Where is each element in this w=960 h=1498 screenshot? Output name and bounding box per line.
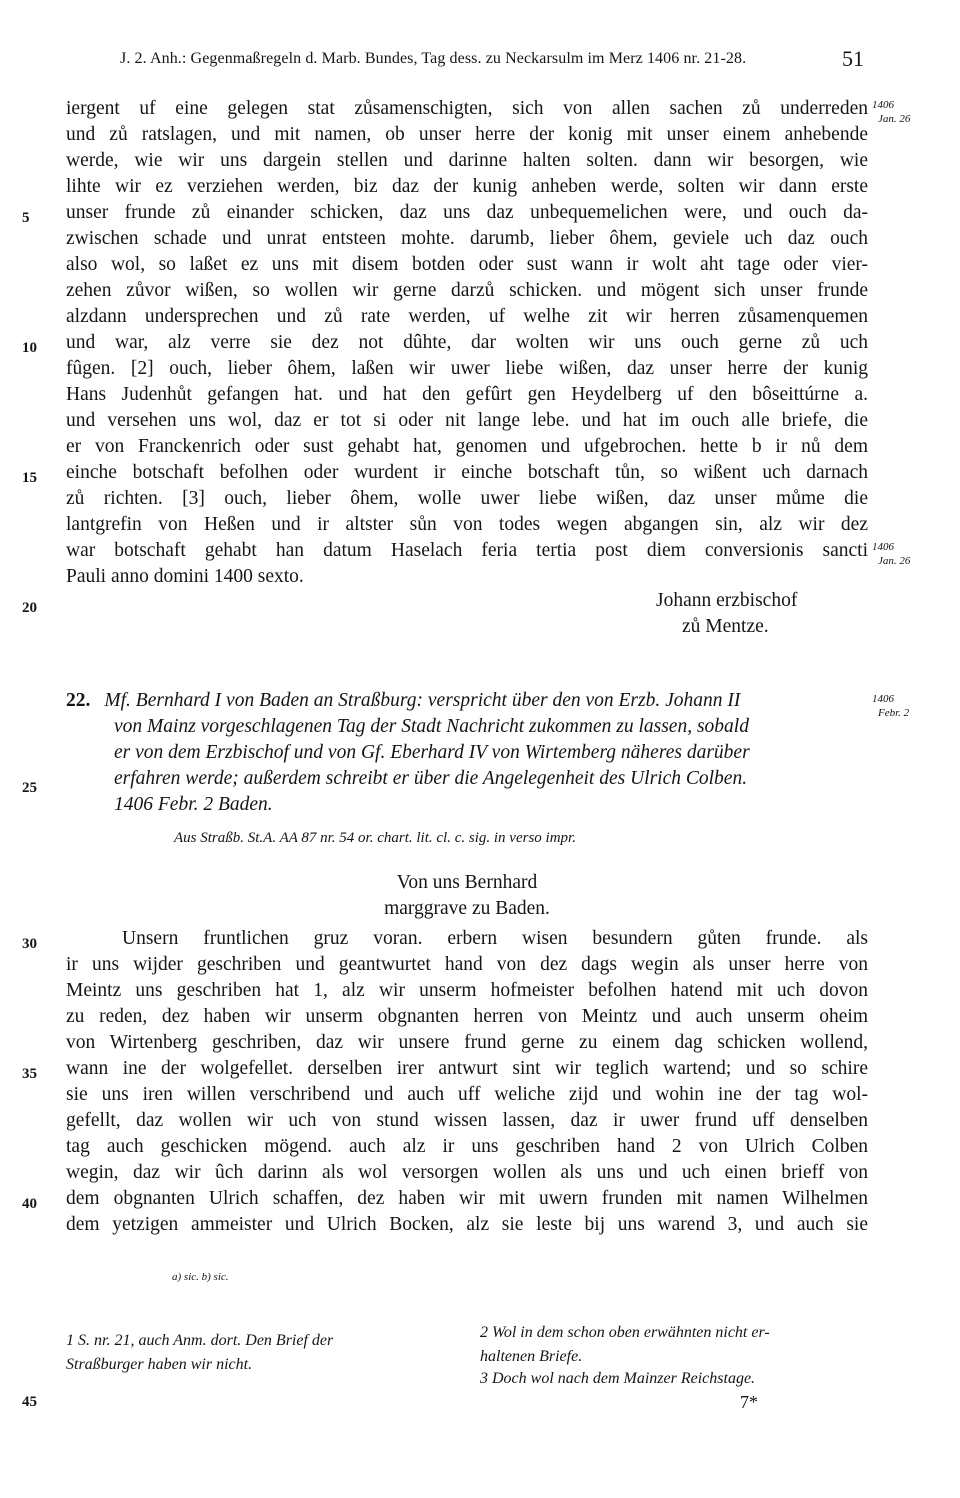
body-line: zů richten. [3] ouch, lieber ôhem, wolle uwer liebe wißen, daz unser můme die: [66, 488, 868, 509]
source-note: Aus Straßb. St.A. AA 87 nr. 54 or. chart. lit. cl. c. sig. in verso impr.: [174, 830, 576, 846]
margin-date: 1406 Jan. 26: [872, 541, 911, 567]
letter-line: von Wirtenberg geschriben, daz wir unsere frund gerne zu einem dag schicken wollend,: [66, 1032, 868, 1053]
letter-line: sie uns iren willen verschribend und auch uff weliche zijd und wohin ine der tag wol-: [66, 1084, 868, 1105]
body-line: lantgrefin von Heßen und ir altster sůn von todes wegen abgangen sin, alz wir dez: [66, 514, 868, 535]
signature-line: Johann erzbischof: [656, 590, 798, 611]
margin-date: 1406 Jan. 26: [872, 99, 911, 125]
body-line: und zů ratslagen, und mit namen, ob unser herre der konig mit unser einem anhebende: [66, 124, 868, 145]
letter-line: Meintz uns geschriben hat 1, alz wir unserm hofmeister befolhen hatend mit uch dovon: [66, 980, 868, 1001]
body-line: und versehen uns wol, daz er tot si oder nit lange lebe. und hat im ouch alle briefe, die: [66, 410, 868, 431]
line-number: 35: [22, 1066, 37, 1082]
letter-line: zu reden, dez haben wir unserm obgnanten herren von Meintz und auch unserm oheim: [66, 1006, 868, 1027]
body-line: Hans Judenhůt gefangen hat. und hat den gefûrt gen Heydelberg uf den bôseittúrne a.: [66, 384, 868, 405]
footnote: Straßburger haben wir nicht.: [66, 1356, 253, 1373]
body-line: zehen zůvor wißen, so wollen wir gerne darzů schicken. und mögent sich unser frunde: [66, 280, 868, 301]
footnote: 2 Wol in dem schon oben erwähnten nicht er-: [480, 1324, 770, 1341]
textual-notes: a) sic. b) sic.: [172, 1271, 229, 1283]
footnote: 3 Doch wol nach dem Mainzer Reichstage.: [480, 1370, 756, 1387]
letter-line: dem obgnanten Ulrich schaffen, dez haben wir mit uwern frunden mit namen Wilhelmen: [66, 1188, 868, 1209]
line-number: 30: [22, 936, 37, 952]
line-number: 45: [22, 1394, 37, 1410]
signature-line: zů Mentze.: [682, 616, 769, 637]
running-header: [0, 46, 960, 76]
line-number: 40: [22, 1196, 37, 1212]
footnote: 1 S. nr. 21, auch Anm. dort. Den Brief der: [66, 1332, 334, 1349]
body-line: und war, alz verre sie dez not dûhte, dar wolten wir uns ouch gerne zů uch: [66, 332, 868, 353]
body-line: einche botschaft befolhen oder wurdent ir einche botschaft tůn, so wißent uch darnach: [66, 462, 868, 483]
line-number: 15: [22, 470, 37, 486]
body-line: iergent uf eine gelegen stat zůsamenschigten, sich von allen sachen zů underreden: [66, 98, 868, 119]
letter-line: gefellt, daz wollen wir uch von stund wissen lassen, daz ir uwer frund uff denselben: [66, 1110, 868, 1131]
salutation: marggrave zu Baden.: [384, 898, 550, 919]
footnote: haltenen Briefe.: [480, 1348, 583, 1365]
body-line: lihte wir ez verziehen werden, biz daz der kunig anheben werde, solten wir dann erste: [66, 176, 868, 197]
body-line: er von Franckenrich oder sust gehabt hat, genomen und ufgebrochen. hette b ir nů dem: [66, 436, 868, 457]
page-number: 51: [842, 46, 864, 71]
letter-line: tag auch geschicken mögend. auch alz ir uns geschriben hand 2 von Ulrich Colben: [66, 1136, 868, 1157]
body-line: war botschaft gehabt han datum Haselach feria tertia post diem conversionis sancti: [66, 540, 868, 561]
letter-line: wann ine der wolgefellet. derselben irer antwurt sint wir teglich wartend; und so schire: [66, 1058, 868, 1079]
letter-line: wegin, daz wir ûch darinn als wol versorgen wollen als uns und uch einen brieff von: [66, 1162, 868, 1183]
line-number: 5: [22, 210, 30, 226]
body-line: werde, wie wir uns dargein stellen und darinne halten solten. dann wir besorgen, wie: [66, 150, 868, 171]
line-number: 10: [22, 340, 37, 356]
body-line: zwischen schade und unrat entsteen mohte. darumb, lieber ôhem, geviele uch daz ouch: [66, 228, 868, 249]
letter-line: ir uns wijder geschriben und geantwurtet hand von dez dags wegin als unser herre von: [66, 954, 868, 975]
margin-date: 1406 Febr. 2: [872, 693, 910, 719]
body-line: alzdann undersprechen und zů rate werden, uf welhe zit wir herren zůsamenquemen: [66, 306, 868, 327]
running-title: J. 2. Anh.: Gegenmaßregeln d. Marb. Bundes, Tag dess. zu Neckarsulm im Merz 1406 nr. 21-28.: [120, 50, 747, 67]
line-number: 25: [22, 780, 37, 796]
salutation: Von uns Bernhard: [396, 872, 538, 893]
body-line: unser frunde zů einander schicken, daz uns daz unbequemelichen were, und ouch da-: [66, 202, 868, 223]
letter-line: dem yetzigen ammeister und Ulrich Bocken, alz sie leste bij uns warend 3, und auch sie: [66, 1214, 868, 1235]
document-title: 22. Mf. Bernhard I von Baden an Straßburg: verspricht über den von Erzb. Johann II von Mainz vorgeschlagenen Tag der Stadt Nachricht zukommen zu lassen, sobald er von dem Erzbischof und von Gf. Eberhard IV von Wirtemberg näheres darüber erfahren werde; außerdem schreibt er über die Angelegenheit des Ulrich Colben. 1406 Febr. 2 Baden.: [66, 690, 750, 815]
letter-line: Unsern fruntlichen gruz voran. erbern wisen besundern gůten frunde. als: [122, 928, 868, 949]
sheet-signature: 7*: [740, 1392, 758, 1412]
body-line: fûgen. [2] ouch, lieber ôhem, laßen wir uwer liebe wißen, daz unser herre der kunig: [66, 358, 868, 379]
document-number: 22.: [66, 690, 91, 711]
body-line: also wol, so laßet ez uns mit disem botden oder sust wann ir wolt aht tage oder vier-: [66, 254, 868, 275]
line-number: 20: [22, 600, 37, 616]
body-line: Pauli anno domini 1400 sexto.: [66, 566, 304, 587]
